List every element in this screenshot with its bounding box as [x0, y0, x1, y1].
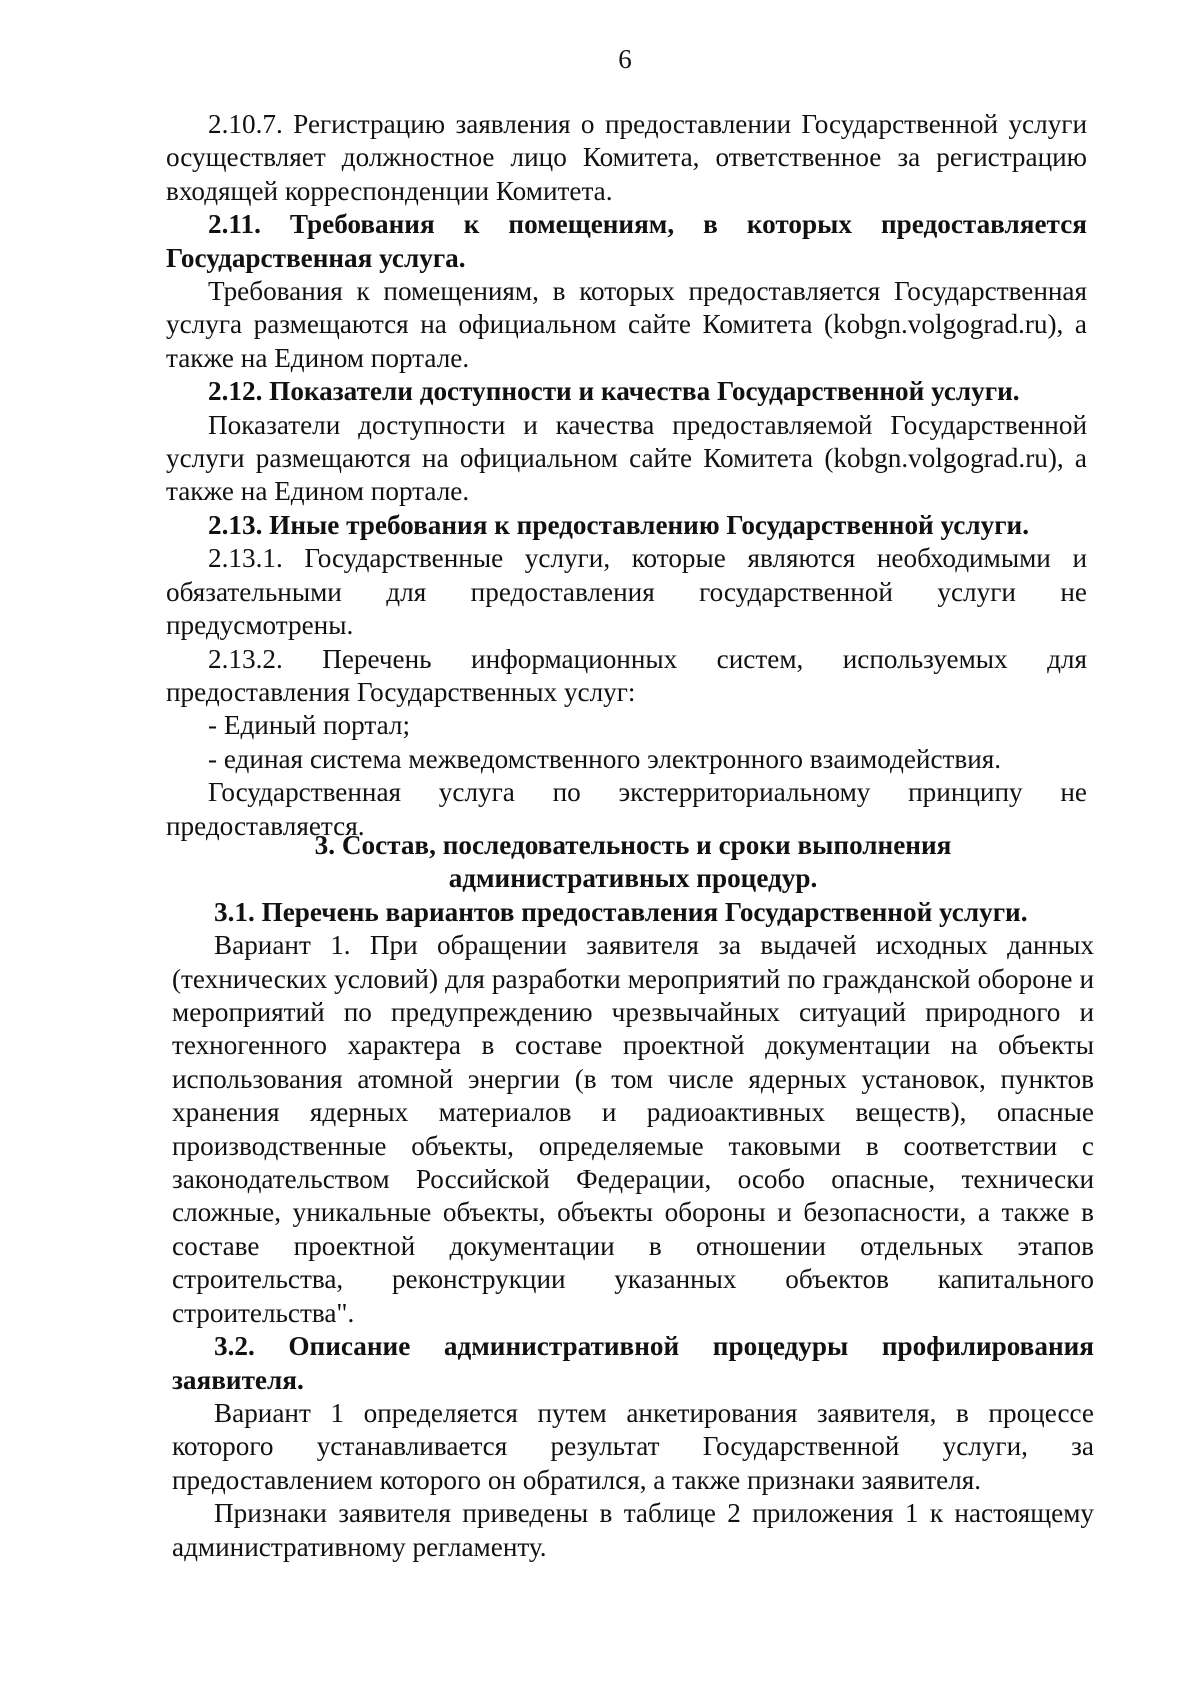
section-3-content: [172, 829, 1094, 1564]
heading-3-1: 3.1. Перечень вариантов предоставления Государственной услуги.: [214, 896, 1028, 927]
paragraph-3-2-a: Вариант 1 определяется путем анкетирования заявителя, в процессе которого устанавливается результат Государственной услуги, за предоставлением которого он обратился, а также признаки заявителя.: [172, 1397, 1094, 1495]
section-3-title-line1: 3. Состав, последовательность и сроки выполнения: [314, 830, 952, 860]
list-item: - единая система межведомственного электронного взаимодействия.: [208, 743, 1002, 774]
heading-2-12: 2.12. Показатели доступности и качества Государственной услуги.: [208, 376, 1020, 407]
section-2-content: [166, 108, 1087, 843]
paragraph-2-10-7: 2.10.7. Регистрацию заявления о предоставлении Государственной услуги осуществляет должностное лицо Комитета, ответственное за регистрацию входящей корреспонденции Комитета.: [166, 109, 1087, 206]
heading-2-13: 2.13. Иные требования к предоставлению Государственной услуги.: [208, 509, 1029, 540]
paragraph-extraterritorial: Государственная услуга по экстерриториальному принципу не предоставляется.: [166, 777, 1087, 841]
list-item: - Единый портал;: [208, 710, 411, 741]
paragraph-3-2-b: Признаки заявителя приведены в таблице 2 приложения 1 к настоящему административному регламенту.: [172, 1498, 1094, 1562]
page-number: 6: [618, 44, 632, 74]
paragraph-3-1: Вариант 1. При обращении заявителя за выдачей исходных данных (технических условий) для разработки мероприятий по гражданской обороне и мероприятий по предупреждению чрезвычайных ситуаций природного и техногенного характера в составе проектной документации на объекты использования атомной энергии (в том числе ядерных установок, пунктов хранения ядерных материалов и радиоактивных веществ), опасные производственные объекты, определяемые таковыми в соответствии с законодательством Российской Федерации, особо опасные, технически сложные, уникальные объекты, объекты обороны и безопасности, а также в составе проектной документации в отношении отдельных этапов строительства, реконструкции указанных объектов капитального строительства".: [172, 930, 1094, 1328]
heading-3-2: 3.2. Описание административной процедуры профилирования заявителя.: [172, 1331, 1094, 1395]
paragraph-2-12: Показатели доступности и качества предоставляемой Государственной услуги размещаются на официальном сайте Комитета (kobgn.volgograd.ru), а также на Едином портале.: [166, 409, 1087, 507]
paragraph-2-13-1: 2.13.1. Государственные услуги, которые являются необходимыми и обязательными для предоставления государственной услуги не предусмотрены.: [166, 543, 1087, 641]
paragraph-2-11: Требования к помещениям, в которых предоставляется Государственная услуга размещаются на официальном сайте Комитета (kobgn.volgograd.ru), а также на Едином портале.: [166, 276, 1087, 373]
paragraph-2-13-2: 2.13.2. Перечень информационных систем, используемых для предоставления Государственных услуг:: [166, 643, 1087, 707]
section-3-title-line2: административных процедур.: [448, 863, 818, 894]
heading-2-11: 2.11. Требования к помещениям, в которых предоставляется Государственная услуга.: [166, 209, 1087, 273]
